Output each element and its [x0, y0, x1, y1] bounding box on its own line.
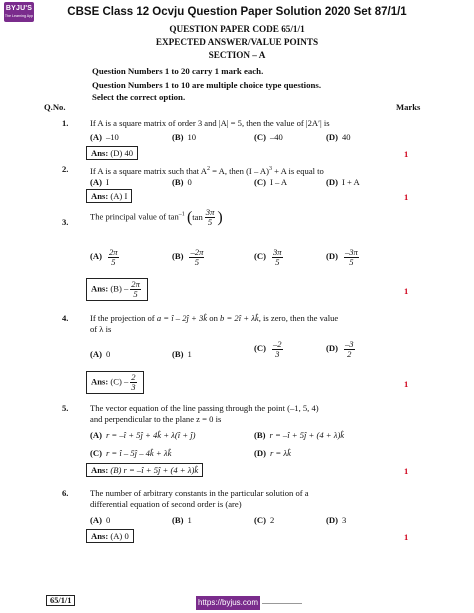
option-a: (A) r = –î + 5ĵ + 4k̂ + λ(î + ĵ) [90, 430, 196, 440]
mark-value: 1 [404, 466, 409, 476]
answer-box: Ans: (B) – $\frac{2\pi}{5}$ [86, 278, 148, 301]
answer-box: Ans: (B) r = –î + 5ĵ + (4 + λ)k̂ [86, 463, 203, 477]
answer-box: Ans: (C) – $\frac{2}{3}$ [86, 371, 144, 394]
option-d: (D) r = λk̂ [254, 448, 291, 458]
option-c: (C) $\frac{-2}{3}$ [254, 339, 282, 359]
footer-url-link[interactable]: https://byjus.com [196, 596, 260, 610]
instruction-1: Question Numbers 1 to 20 carry 1 mark each. [92, 66, 264, 76]
option-b: (B) 1 [172, 515, 192, 525]
question-text: The number of arbitrary constants in the particular solution of a differential equation of second order is (are) [90, 488, 309, 509]
option-d: (D) 3 [326, 515, 347, 525]
logo-tagline: The Learning App [4, 14, 34, 18]
marks-header: Marks [396, 102, 421, 112]
option-c: (C) r = î – 5ĵ – 4k̂ + λk̂ [90, 448, 172, 458]
option-b: (B) 10 [172, 132, 197, 142]
option-b: (B) r = –î + 5ĵ + (4 + λ)k̂ [254, 430, 345, 440]
option-a: (A) $\frac{2\pi}{5}$ [90, 247, 118, 267]
option-b: (B) 0 [172, 177, 192, 187]
mark-value: 1 [404, 286, 409, 296]
question-number: 6. [62, 488, 69, 498]
footer-paper-code: 65/1/1 [46, 595, 75, 606]
mark-value: 1 [404, 192, 409, 202]
question-text: If A is a square matrix such that $A^2 = A$, then (I – A)$^3$ + A is equal to [90, 165, 324, 176]
question-number: 4. [62, 313, 69, 323]
question-text: The principal value of $\tan^{-1} (\tan$ $\frac{3\pi}{5}$ ) [90, 207, 223, 227]
option-a: (A) 0 [90, 515, 111, 525]
mark-value: 1 [404, 532, 409, 542]
answer-box: Ans: (A) 0 [86, 529, 134, 543]
paper-code: QUESTION PAPER CODE 65/1/1 [169, 24, 305, 34]
answer-box: Ans: (D) 40 [86, 146, 138, 160]
question-number: 3. [62, 217, 69, 227]
instruction-3: Select the correct option. [92, 92, 186, 102]
answer-box: Ans: (A) I [86, 189, 132, 203]
mark-value: 1 [404, 149, 409, 159]
question-number: 2. [62, 164, 69, 174]
question-number: 5. [62, 403, 69, 413]
option-a: (A) I [90, 177, 109, 187]
option-c: (C) 2 [254, 515, 275, 525]
paper-subtitle: EXPECTED ANSWER/VALUE POINTS [155, 37, 319, 47]
logo-brand: BYJU'S [5, 5, 33, 12]
question-number: 1. [62, 118, 69, 128]
option-c: (C) –40 [254, 132, 283, 142]
option-d: (D) 40 [326, 132, 351, 142]
option-d: (D) I + A [326, 177, 360, 187]
instruction-2: Question Numbers 1 to 10 are multiple choice type questions. [92, 80, 322, 90]
section-heading: SECTION – A [208, 50, 266, 60]
question-text: If A is a square matrix of order 3 and |A| = 5, then the value of |2A′| is [90, 118, 330, 128]
mark-value: 1 [404, 379, 409, 389]
option-b: (B) 1 [172, 349, 192, 359]
option-d: (D) $\frac{-3\pi}{5}$ [326, 247, 358, 267]
option-c: (C) I – A [254, 177, 288, 187]
question-text: If the projection of a = î – 2ĵ + 3k̂ on b = 2î + λk̂, is zero, then the value of λ is [90, 313, 339, 334]
option-c: (C) $\frac{3\pi}{5}$ [254, 247, 282, 267]
option-d: (D) $\frac{-3}{2}$ [326, 339, 354, 359]
option-a: (A) 0 [90, 349, 111, 359]
question-text: The vector equation of the line passing through the point (–1, 5, 4) and perpendicular to the plane z = 0 is [90, 403, 319, 424]
qno-header: Q.No. [44, 102, 66, 112]
footer-divider [262, 603, 302, 604]
page-title: CBSE Class 12 Ocvju Question Paper Solution 2020 Set 87/1/1 [67, 6, 407, 18]
option-a: (A) –10 [90, 132, 119, 142]
option-b: (B) $\frac{-2\pi}{5}$ [172, 247, 204, 267]
